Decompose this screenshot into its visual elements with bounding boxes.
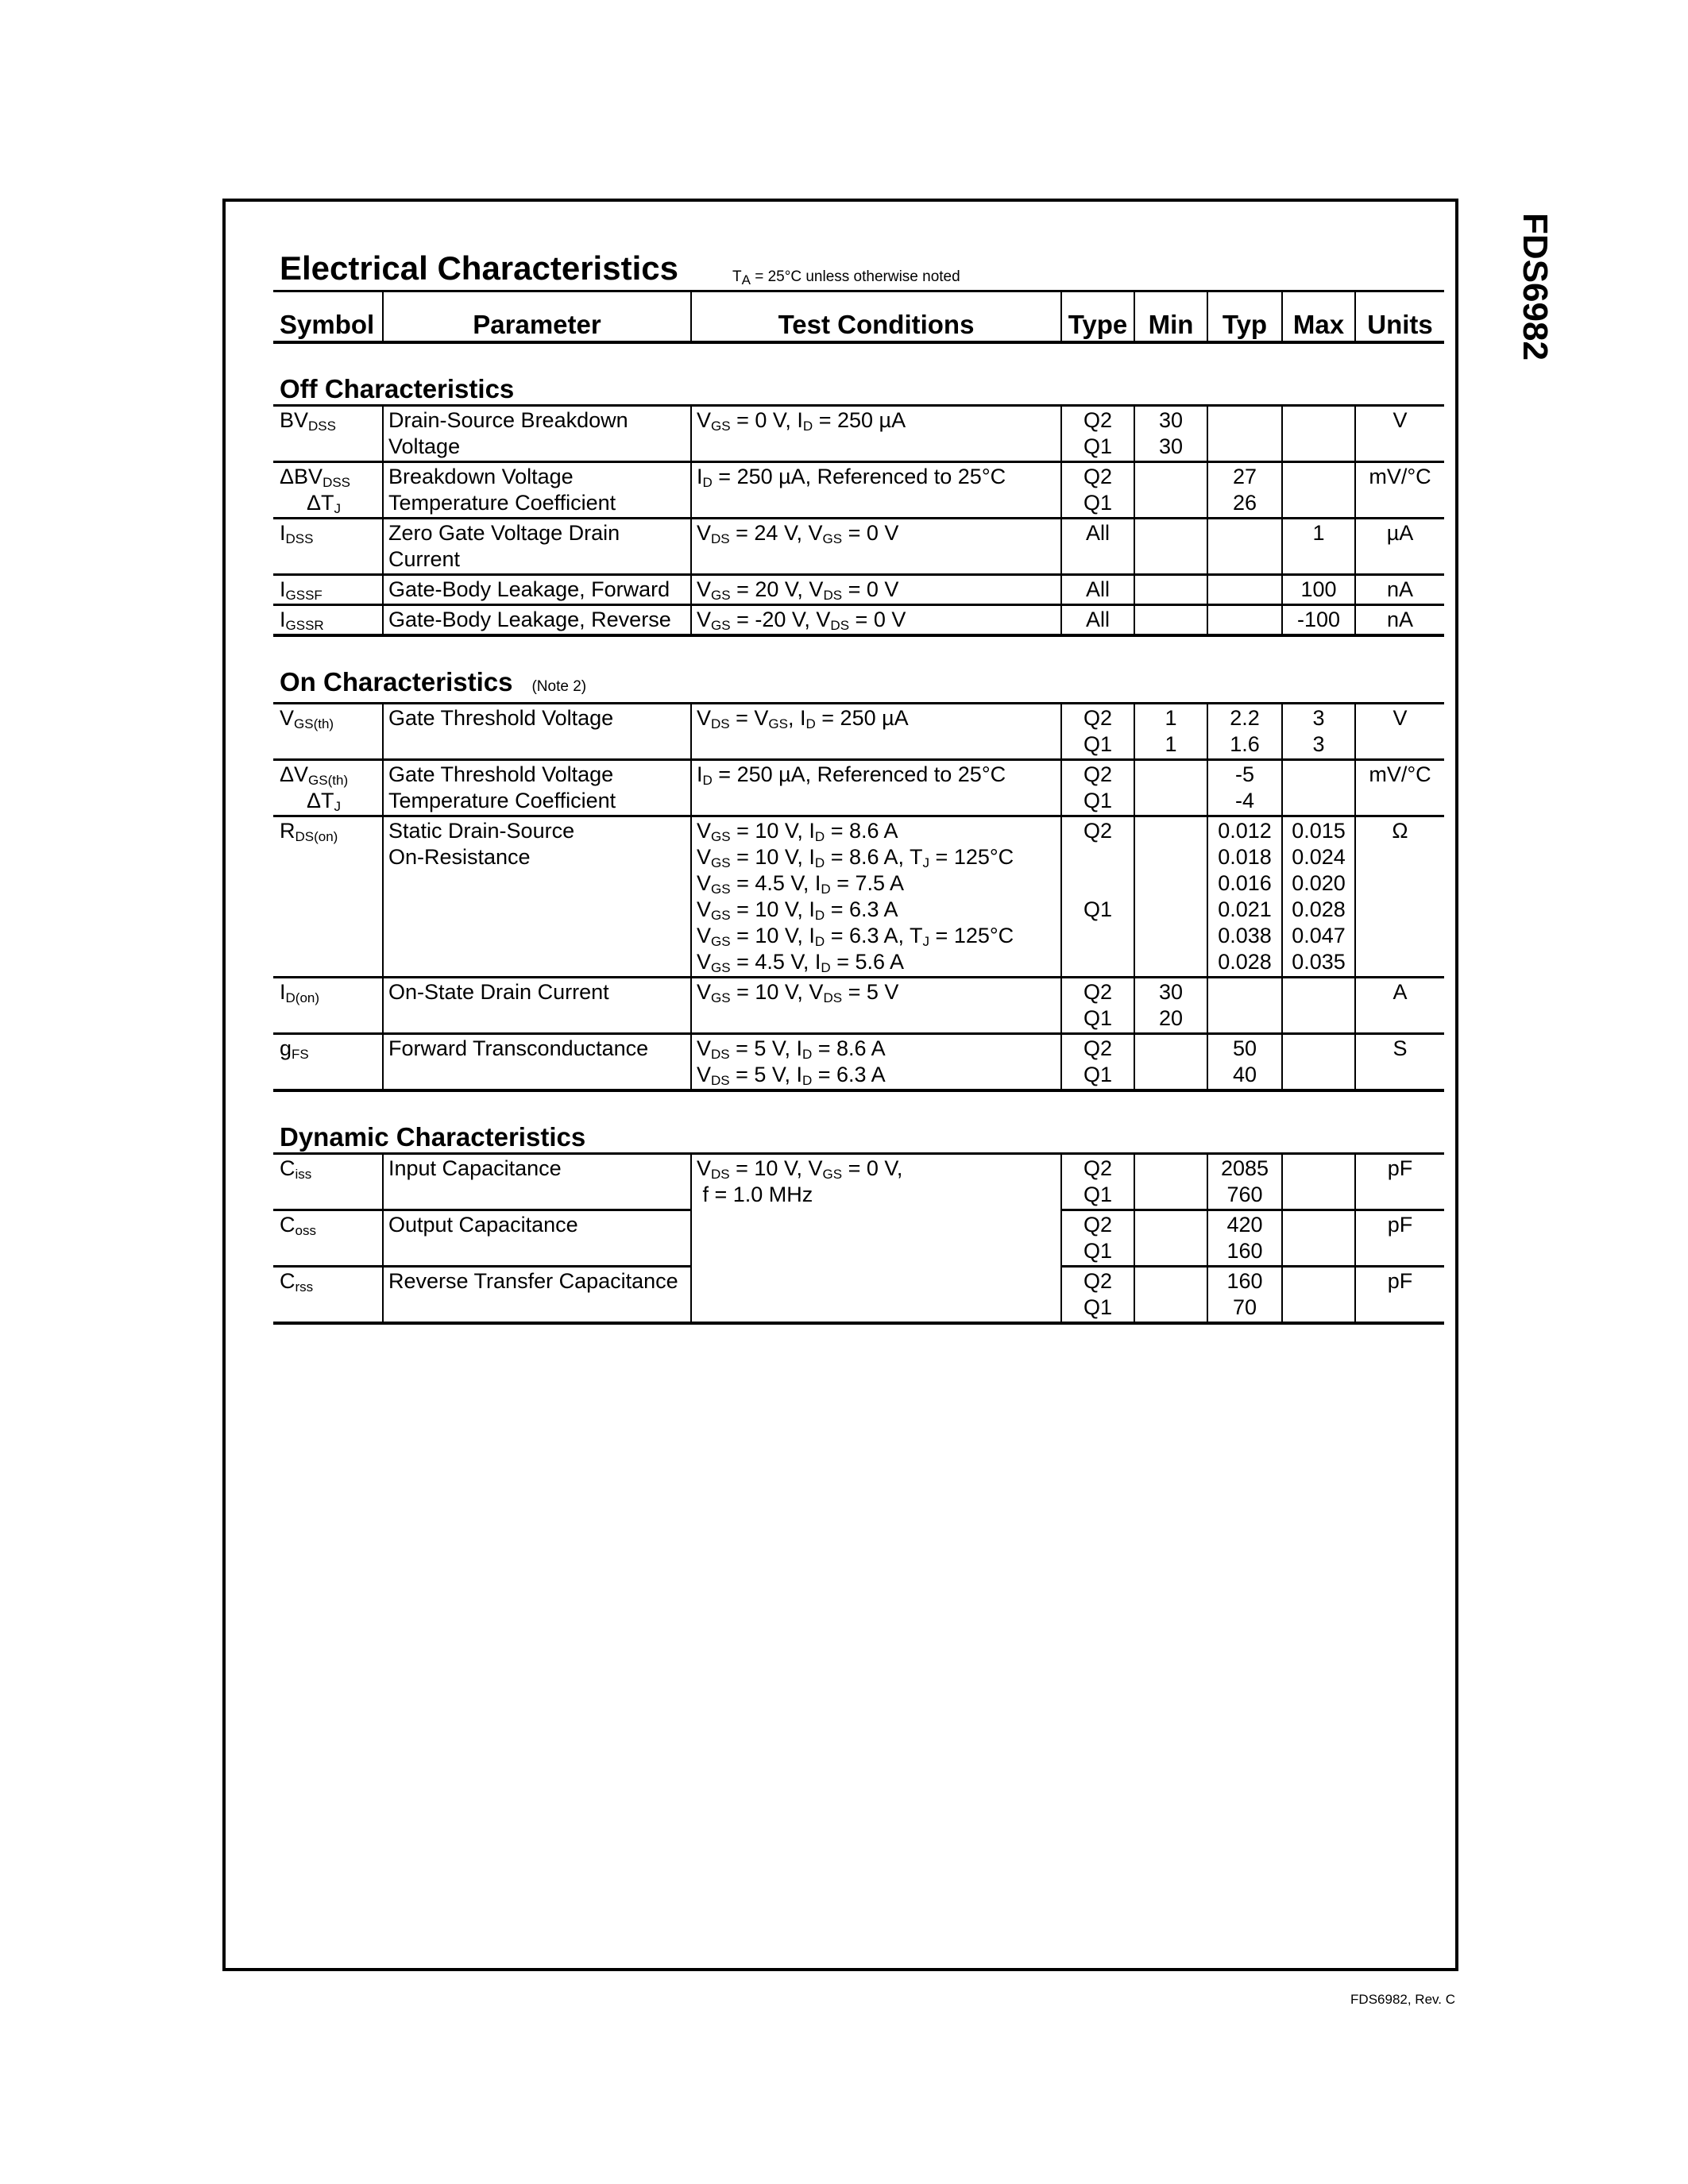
table-row — [273, 704, 1444, 760]
cell-parameter: Breakdown Voltage Temperature Coefficient — [383, 462, 691, 519]
cell-typ: 2.2 1.6 — [1207, 704, 1282, 760]
cell-symbol: $I_{GSSR}$ — [280, 608, 324, 633]
title-note: $T_A = 25^\circ C$ unless otherwise noted — [732, 268, 960, 287]
cell-parameter: Output Capacitance — [383, 1210, 691, 1267]
table-row — [273, 605, 1444, 636]
cell-max: 0.015 0.024 0.020 0.028 0.047 0.035 — [1282, 816, 1355, 978]
cell-type: Q2 Q1 — [1061, 1210, 1134, 1267]
cell-min: 30 30 — [1134, 406, 1207, 462]
cell-conditions: $V_{DS} = 10$ V, $V_{GS} = 0$ V, f = 1.0 MHz — [691, 1154, 1061, 1324]
cell-typ — [1207, 605, 1282, 636]
cell-max — [1282, 978, 1355, 1034]
cell-symbol: $C_{rss}$ — [280, 1269, 314, 1295]
characteristics-table — [273, 290, 1444, 1325]
cell-symbol: $C_{iss}$ — [280, 1156, 312, 1182]
table-row — [273, 760, 1444, 816]
cell-conditions: $V_{DS} = 5$ V, $I_D = 8.6$ A $V_{DS} = 5$ V, $I_D = 6.3$ A — [691, 1034, 1061, 1091]
cell-symbol: $C_{oss}$ — [280, 1213, 316, 1238]
cell-symbol: $BV_{DSS}$ — [280, 408, 336, 434]
cell-typ — [1207, 519, 1282, 575]
cell-typ: 50 40 — [1207, 1034, 1282, 1091]
cell-units: µA — [1355, 519, 1444, 575]
header-typ: Typ — [1207, 291, 1282, 343]
cell-units: V — [1355, 406, 1444, 462]
cell-max — [1282, 1154, 1355, 1210]
table-row — [273, 978, 1444, 1034]
cell-symbol: $\Delta V_{GS(th)}$ $\Delta T_J$ — [280, 762, 349, 814]
cell-parameter: Gate-Body Leakage, Forward — [383, 575, 691, 605]
cell-type: Q2 Q1 — [1061, 760, 1134, 816]
header-max: Max — [1282, 291, 1355, 343]
cell-type: Q2 Q1 — [1061, 406, 1134, 462]
cell-units: nA — [1355, 605, 1444, 636]
cell-type: Q2 Q1 — [1061, 978, 1134, 1034]
cell-min — [1134, 1154, 1207, 1210]
header-units: Units — [1355, 291, 1444, 343]
cell-parameter: Gate-Body Leakage, Reverse — [383, 605, 691, 636]
cell-symbol: $I_{D(on)}$ — [280, 980, 320, 1005]
cell-min — [1134, 1034, 1207, 1091]
cell-symbol: $g_{FS}$ — [280, 1036, 309, 1062]
cell-parameter: Reverse Transfer Capacitance — [383, 1267, 691, 1324]
cell-parameter: Drain-Source Breakdown Voltage — [383, 406, 691, 462]
cell-typ: 160 70 — [1207, 1267, 1282, 1324]
cell-conditions: $V_{DS} = V_{GS}$, $I_D = 250$ µA — [691, 704, 1061, 760]
cell-conditions: $V_{GS} = 10$ V, $I_D = 8.6$ A $V_{GS} = 10$ V, $I_D = 8.6$ A, $T_J = 125^\circ C$ $V_{GS} = 4.5$ V, $I_D = 7.5$ A $V_{GS} = 10$ V, $I_D = 6.3$ A $V_{GS} = 10$ V, $I_D = 6.3$ A, $T_J = 125^\circ C$ $V_{GS} = 4.5$ V, $I_D = 5.6$ A — [691, 816, 1061, 978]
cell-conditions: $V_{GS} = 10$ V, $V_{DS} = 5$ V — [691, 978, 1061, 1034]
table-row — [273, 575, 1444, 605]
cell-units: nA — [1355, 575, 1444, 605]
cell-max — [1282, 1267, 1355, 1324]
cell-parameter: Gate Threshold Voltage Temperature Coefficient — [383, 760, 691, 816]
cell-typ: 0.012 0.018 0.016 0.021 0.038 0.028 — [1207, 816, 1282, 978]
cell-min: 1 1 — [1134, 704, 1207, 760]
cell-symbol: $I_{DSS}$ — [280, 521, 314, 546]
cell-type: Q2 Q1 — [1061, 704, 1134, 760]
section-on-note: (Note 2) — [531, 678, 587, 695]
cell-conditions: $V_{GS} = 20$ V, $V_{DS} = 0$ V — [691, 575, 1061, 605]
cell-max — [1282, 1210, 1355, 1267]
table-row — [273, 519, 1444, 575]
cell-parameter: Forward Transconductance — [383, 1034, 691, 1091]
cell-symbol: $V_{GS(th)}$ — [280, 706, 334, 731]
cell-min — [1134, 760, 1207, 816]
cell-max: -100 — [1282, 605, 1355, 636]
cell-typ — [1207, 978, 1282, 1034]
cell-type: All — [1061, 519, 1134, 575]
cell-parameter: Input Capacitance — [383, 1154, 691, 1210]
cell-min — [1134, 1210, 1207, 1267]
cell-parameter: On-State Drain Current — [383, 978, 691, 1034]
table-header — [273, 291, 1444, 343]
cell-typ — [1207, 406, 1282, 462]
cell-max — [1282, 462, 1355, 519]
cell-min: 30 20 — [1134, 978, 1207, 1034]
cell-conditions: $I_D = 250$ µA, Referenced to 25°C — [691, 462, 1061, 519]
table-row — [273, 462, 1444, 519]
cell-units: Ω — [1355, 816, 1444, 978]
cell-symbol: $\Delta BV_{DSS}$ $\Delta T_J$ — [280, 465, 351, 516]
cell-symbol: $R_{DS(on)}$ — [280, 819, 338, 844]
cell-type: Q2 Q1 — [1061, 1267, 1134, 1324]
cell-type: All — [1061, 605, 1134, 636]
page-title: Electrical Characteristics — [280, 249, 678, 287]
cell-type: All — [1061, 575, 1134, 605]
cell-min — [1134, 816, 1207, 978]
header-symbol: Symbol — [280, 310, 375, 339]
cell-parameter: Gate Threshold Voltage — [383, 704, 691, 760]
header-type: Type — [1061, 291, 1134, 343]
cell-typ: 2085 760 — [1207, 1154, 1282, 1210]
cell-conditions: $V_{GS} = 0$ V, $I_D = 250$ µA — [691, 406, 1061, 462]
cell-min — [1134, 462, 1207, 519]
cell-parameter: Zero Gate Voltage Drain Current — [383, 519, 691, 575]
cell-units: pF — [1355, 1154, 1444, 1210]
cell-conditions: $V_{GS} = -20$ V, $V_{DS} = 0$ V — [691, 605, 1061, 636]
cell-max — [1282, 760, 1355, 816]
cell-type: Q2 Q1 — [1061, 1034, 1134, 1091]
cell-parameter: Static Drain-Source On-Resistance — [383, 816, 691, 978]
cell-type: Q2 Q1 — [1061, 1154, 1134, 1210]
cell-units: mV/°C — [1355, 462, 1444, 519]
cell-typ: -5 -4 — [1207, 760, 1282, 816]
cell-typ: 420 160 — [1207, 1210, 1282, 1267]
table-row — [273, 816, 1444, 978]
cell-min — [1134, 605, 1207, 636]
cell-units: mV/°C — [1355, 760, 1444, 816]
section-off: Off Characteristics — [280, 374, 515, 403]
footer-revision: FDS6982, Rev. C — [1350, 1992, 1455, 2007]
cell-max — [1282, 406, 1355, 462]
cell-max — [1282, 1034, 1355, 1091]
cell-min — [1134, 575, 1207, 605]
cell-units: pF — [1355, 1210, 1444, 1267]
cell-min — [1134, 1267, 1207, 1324]
table-row — [273, 1154, 1444, 1210]
cell-min — [1134, 519, 1207, 575]
cell-max: 100 — [1282, 575, 1355, 605]
cell-typ: 27 26 — [1207, 462, 1282, 519]
cell-type: Q2 Q1 — [1061, 816, 1134, 978]
table-row — [273, 1034, 1444, 1091]
section-dynamic: Dynamic Characteristics — [280, 1122, 586, 1152]
cell-units: pF — [1355, 1267, 1444, 1324]
cell-conditions: $I_D = 250$ µA, Referenced to 25°C — [691, 760, 1061, 816]
cell-units: A — [1355, 978, 1444, 1034]
header-parameter: Parameter — [383, 291, 691, 343]
cell-conditions: $V_{DS} = 24$ V, $V_{GS} = 0$ V — [691, 519, 1061, 575]
cell-units: S — [1355, 1034, 1444, 1091]
header-min: Min — [1134, 291, 1207, 343]
cell-units: V — [1355, 704, 1444, 760]
header-conditions: Test Conditions — [691, 291, 1061, 343]
cell-max: 1 — [1282, 519, 1355, 575]
cell-type: Q2 Q1 — [1061, 462, 1134, 519]
cell-max: 3 3 — [1282, 704, 1355, 760]
section-on: On Characteristics (Note 2) — [280, 667, 587, 696]
side-part-number: FDS6982 — [1516, 213, 1555, 361]
cell-typ — [1207, 575, 1282, 605]
cell-symbol: $I_{GSSF}$ — [280, 577, 323, 603]
table-row — [273, 406, 1444, 462]
